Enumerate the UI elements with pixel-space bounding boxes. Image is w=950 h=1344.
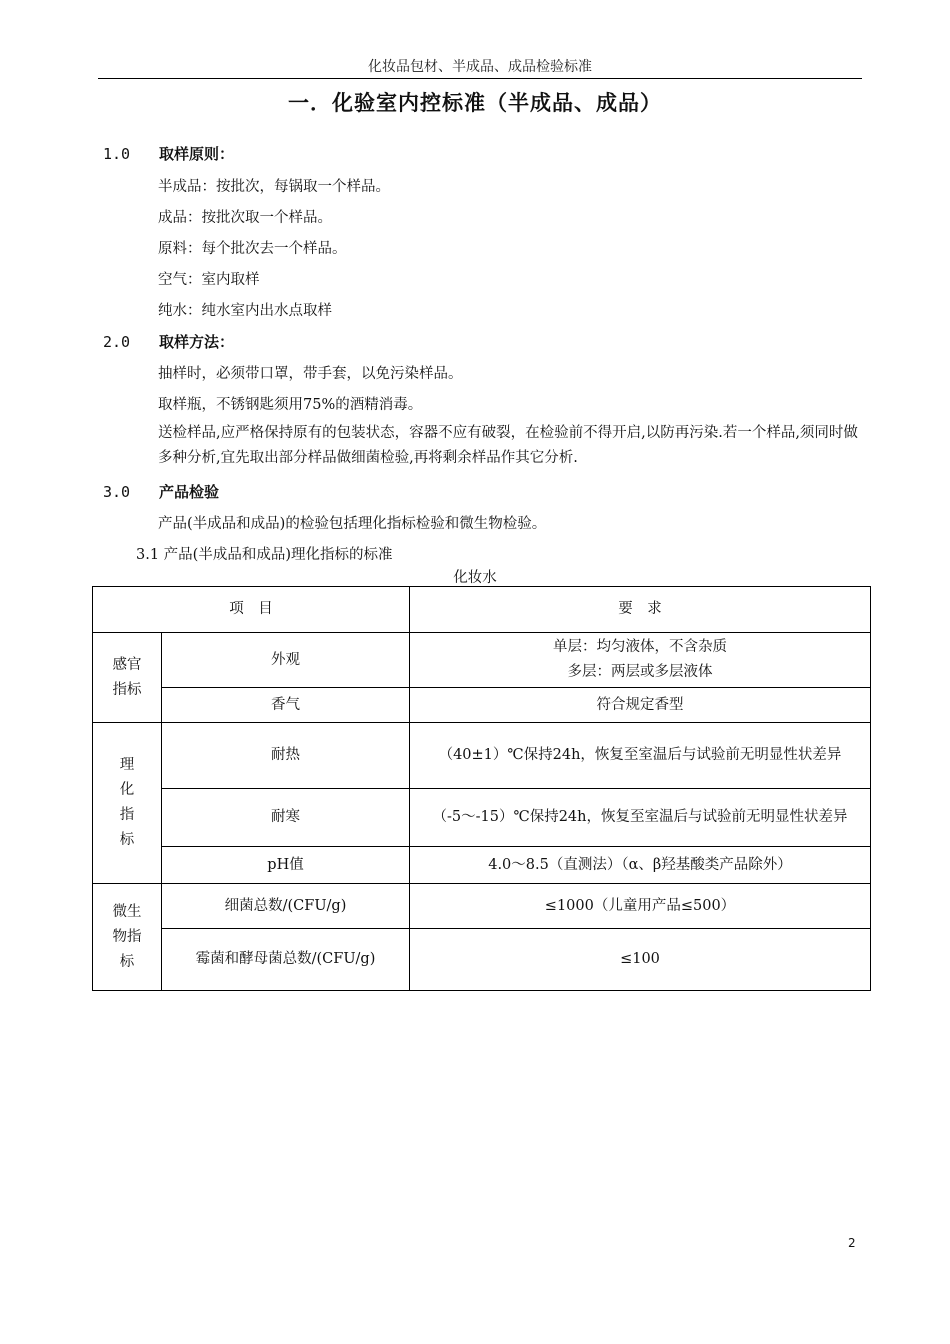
section-heading-1: [103, 143, 234, 164]
item-cell: 细菌总数/(CFU/g): [162, 884, 410, 929]
item-cell: 霉菌和酵母菌总数/(CFU/g): [162, 929, 410, 991]
requirement-cell: （40±1）℃保持24h，恢复至室温后与试验前无明显性状差异: [410, 723, 871, 789]
item-cell: 外观: [162, 633, 410, 688]
table-row: [93, 688, 871, 723]
paragraph-wrapped: 送检样品,应严格保持原有的包装状态，容器不应有破裂，在检验前不得开启,以防再污染.若一个样品,须同时做多种分析,宜先取出部分样品做细菌检验,再将剩余样品作其它分析.: [158, 425, 858, 466]
group-label-microbial: 微生 物指 标: [93, 884, 162, 991]
table-caption: 化妆水: [453, 570, 497, 586]
section-heading-3: [103, 481, 219, 502]
group-label-sensory: 感官 指标: [93, 633, 162, 723]
section-title: 取样方法：: [159, 333, 235, 351]
table-row: [93, 929, 871, 991]
page-number: 2: [848, 1236, 856, 1250]
paragraph-line: 半成品：按批次，每锅取一个样品。: [158, 179, 390, 195]
page-title: 一．化验室内控标准（半成品、成品）: [288, 91, 662, 115]
requirement-cell: 单层：均匀液体，不含杂质 多层：两层或多层液体: [410, 633, 871, 688]
paragraph-line: 抽样时，必须带口罩，带手套，以免污染样品。: [158, 366, 463, 382]
table-row: [93, 884, 871, 929]
section-title: 取样原则：: [159, 145, 235, 163]
running-header: 化妆品包材、半成品、成品检验标准: [368, 59, 592, 75]
subsection-heading: 3.1 产品(半成品和成品)理化指标的标准: [136, 547, 393, 563]
paragraph-line: 空气：室内取样: [158, 272, 260, 288]
section-number: 2.0: [103, 333, 131, 351]
header-rule: [98, 78, 862, 79]
paragraph-line: 产品(半成品和成品)的检验包括理化指标检验和微生物检验。: [158, 516, 547, 532]
group-label-physicochemical: 理 化 指 标: [93, 723, 162, 884]
item-cell: 耐热: [162, 723, 410, 789]
table-row: [93, 633, 871, 688]
requirement-cell: 4.0～8.5（直测法）（α、β羟基酸类产品除外）: [410, 847, 871, 884]
paragraph-line: 原料：每个批次去一个样品。: [158, 241, 347, 257]
item-cell: 耐寒: [162, 789, 410, 847]
table-row: [93, 847, 871, 884]
header-requirement: 要 求: [410, 587, 871, 633]
table-header-row: [93, 587, 871, 633]
paragraph-line: 成品：按批次取一个样品。: [158, 210, 332, 226]
section-number: 1.0: [103, 145, 131, 163]
standards-table: [92, 586, 871, 991]
requirement-cell: ≤1000（儿童用产品≤500）: [410, 884, 871, 929]
requirement-cell: ≤100: [410, 929, 871, 991]
header-item: 项 目: [93, 587, 410, 633]
paragraph-line: 纯水：纯水室内出水点取样: [158, 303, 332, 319]
section-heading-2: [103, 331, 234, 352]
item-cell: pH值: [162, 847, 410, 884]
section-title: 产品检验: [159, 483, 220, 501]
requirement-cell: （-5～-15）℃保持24h，恢复至室温后与试验前无明显性状差异: [410, 789, 871, 847]
table-row: [93, 723, 871, 789]
paragraph-line: 取样瓶，不锈钢匙须用75%的酒精消毒。: [158, 397, 423, 413]
table-row: [93, 789, 871, 847]
section-number: 3.0: [103, 483, 131, 501]
item-cell: 香气: [162, 688, 410, 723]
requirement-cell: 符合规定香型: [410, 688, 871, 723]
